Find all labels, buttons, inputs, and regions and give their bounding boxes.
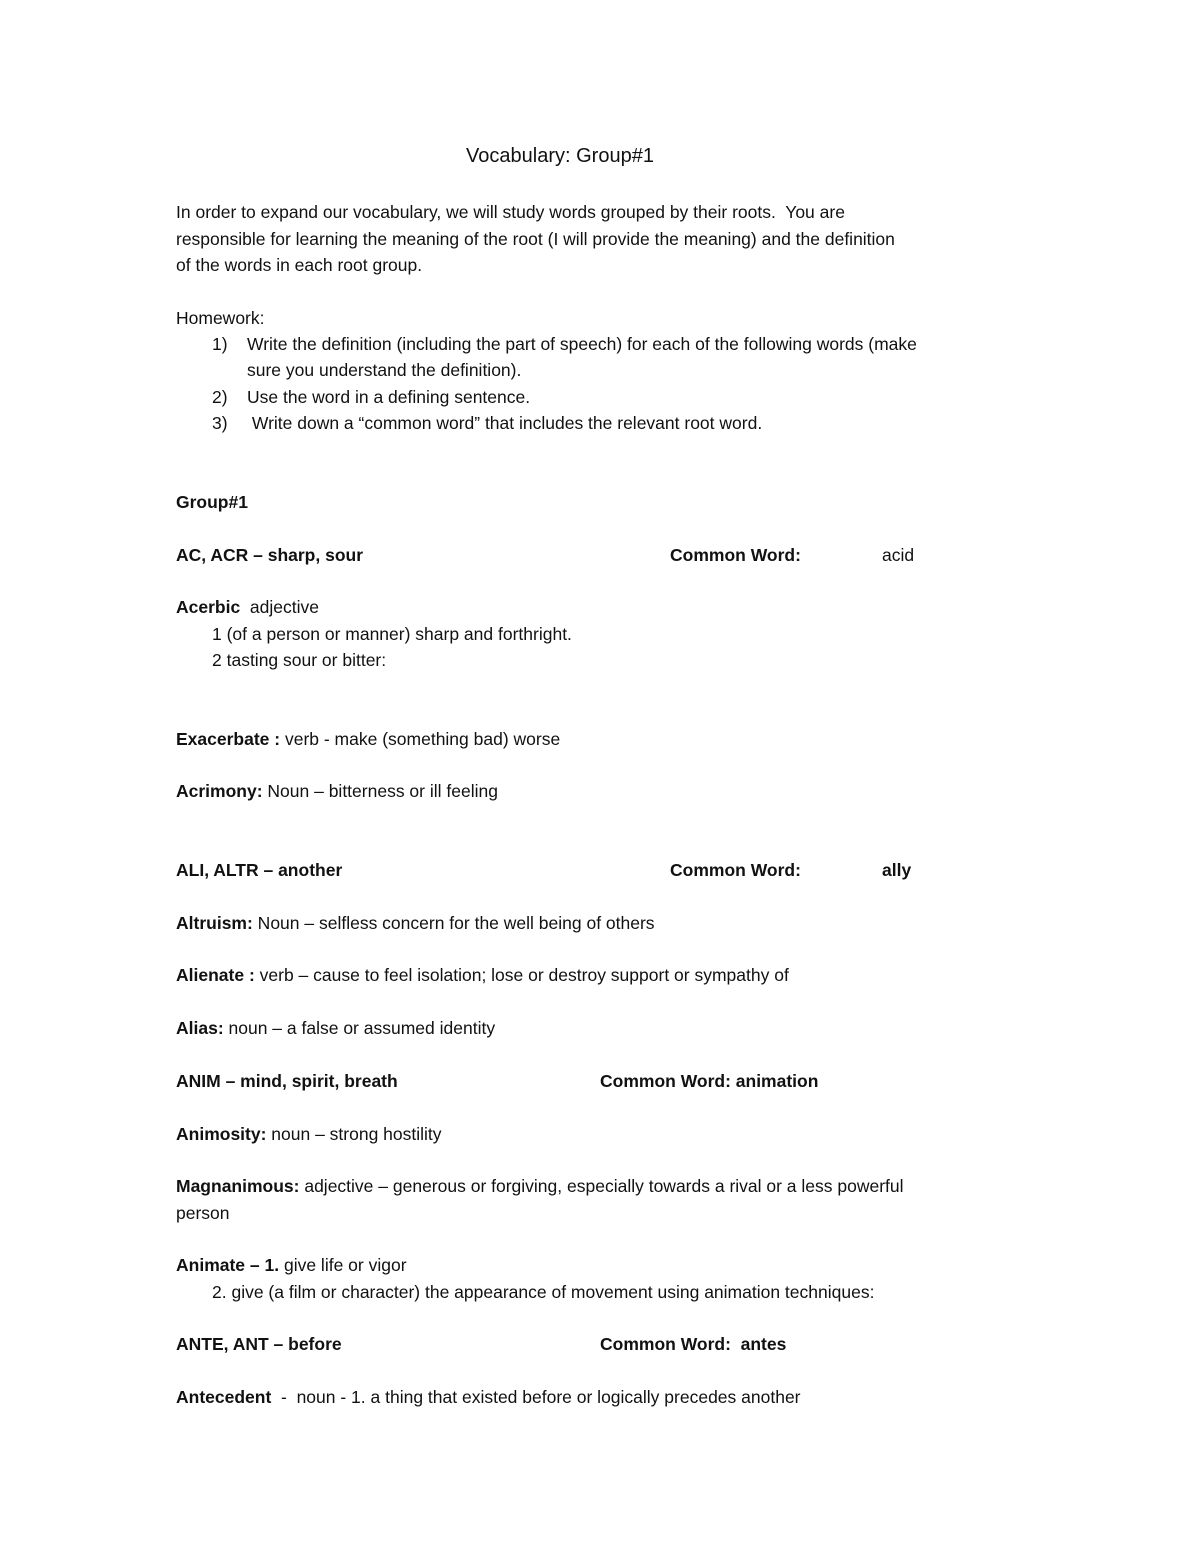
common-word: Common Word: animation xyxy=(600,1071,819,1091)
vocab-sense: 1 (of a person or manner) sharp and forthright. xyxy=(212,624,572,644)
group-heading: Group#1 xyxy=(176,492,248,512)
vocab-entry xyxy=(176,1384,801,1410)
vocab-word: Alias: xyxy=(176,1018,224,1038)
homework-label: Homework: xyxy=(176,308,265,328)
intro-line: In order to expand our vocabulary, we will study words grouped by their roots. You are xyxy=(176,202,845,222)
vocab-word: Alienate : xyxy=(176,965,255,985)
vocab-definition: - noun - 1. a thing that existed before or logically precedes another xyxy=(271,1387,801,1407)
common-word-label: Common Word: xyxy=(670,860,801,880)
vocab-word: Antecedent xyxy=(176,1387,272,1407)
root-heading: ANTE, ANT – before xyxy=(176,1334,342,1354)
vocab-entry xyxy=(176,726,560,752)
common-word-label: Common Word: xyxy=(670,545,801,565)
vocab-word: Animate – 1. xyxy=(176,1255,280,1275)
common-word: Common Word: antes xyxy=(600,1334,787,1354)
vocab-definition: verb – cause to feel isolation; lose or destroy support or sympathy of xyxy=(254,965,789,985)
vocab-continuation: person xyxy=(176,1203,230,1223)
vocab-entry xyxy=(176,778,498,804)
vocab-definition: verb - make (something bad) worse xyxy=(280,729,561,749)
common-word-value: ally xyxy=(882,860,912,880)
root-heading: ANIM – mind, spirit, breath xyxy=(176,1071,398,1091)
vocab-entry xyxy=(176,962,789,988)
vocab-word: Acrimony: xyxy=(176,781,263,801)
vocab-word: Magnanimous: xyxy=(176,1176,300,1196)
vocab-word: Animosity: xyxy=(176,1124,267,1144)
vocab-word: Exacerbate : xyxy=(176,729,281,749)
homework-item-text: Write the definition (including the part of speech) for each of the following words (make xyxy=(247,334,917,354)
intro-line: responsible for learning the meaning of the root (I will provide the meaning) and the definition xyxy=(176,229,895,249)
homework-item-number: 3) xyxy=(212,413,228,433)
vocab-sense: 2 tasting sour or bitter: xyxy=(212,650,387,670)
vocab-entry xyxy=(176,1121,442,1147)
root-heading: AC, ACR – sharp, sour xyxy=(176,545,364,565)
vocab-definition: adjective xyxy=(240,597,319,617)
homework-item-text: Use the word in a defining sentence. xyxy=(247,387,531,407)
homework-item-text: Write down a “common word” that includes the relevant root word. xyxy=(247,413,763,433)
page-title: Vocabulary: Group#1 xyxy=(466,145,654,167)
vocab-entry xyxy=(176,1252,407,1278)
vocab-word: Altruism: xyxy=(176,913,253,933)
homework-item-text: sure you understand the definition). xyxy=(247,360,522,380)
vocab-definition: Noun – selfless concern for the well being of others xyxy=(252,913,655,933)
vocab-definition: Noun – bitterness or ill feeling xyxy=(262,781,498,801)
homework-item-number: 1) xyxy=(212,334,228,354)
vocab-sense: 2. give (a film or character) the appearance of movement using animation techniques: xyxy=(212,1282,875,1302)
vocab-definition: noun – a false or assumed identity xyxy=(223,1018,496,1038)
vocab-entry xyxy=(176,1173,904,1199)
common-word-value: acid xyxy=(882,545,915,565)
vocab-word: Acerbic xyxy=(176,597,241,617)
vocab-definition: give life or vigor xyxy=(279,1255,407,1275)
vocab-entry xyxy=(176,594,319,620)
root-heading: ALI, ALTR – another xyxy=(176,860,343,880)
intro-line: of the words in each root group. xyxy=(176,255,423,275)
vocab-entry xyxy=(176,1015,495,1041)
vocab-definition: noun – strong hostility xyxy=(266,1124,442,1144)
homework-item-number: 2) xyxy=(212,387,228,407)
vocab-definition: adjective – generous or forgiving, especially towards a rival or a less powerful xyxy=(299,1176,904,1196)
vocab-entry xyxy=(176,910,655,936)
